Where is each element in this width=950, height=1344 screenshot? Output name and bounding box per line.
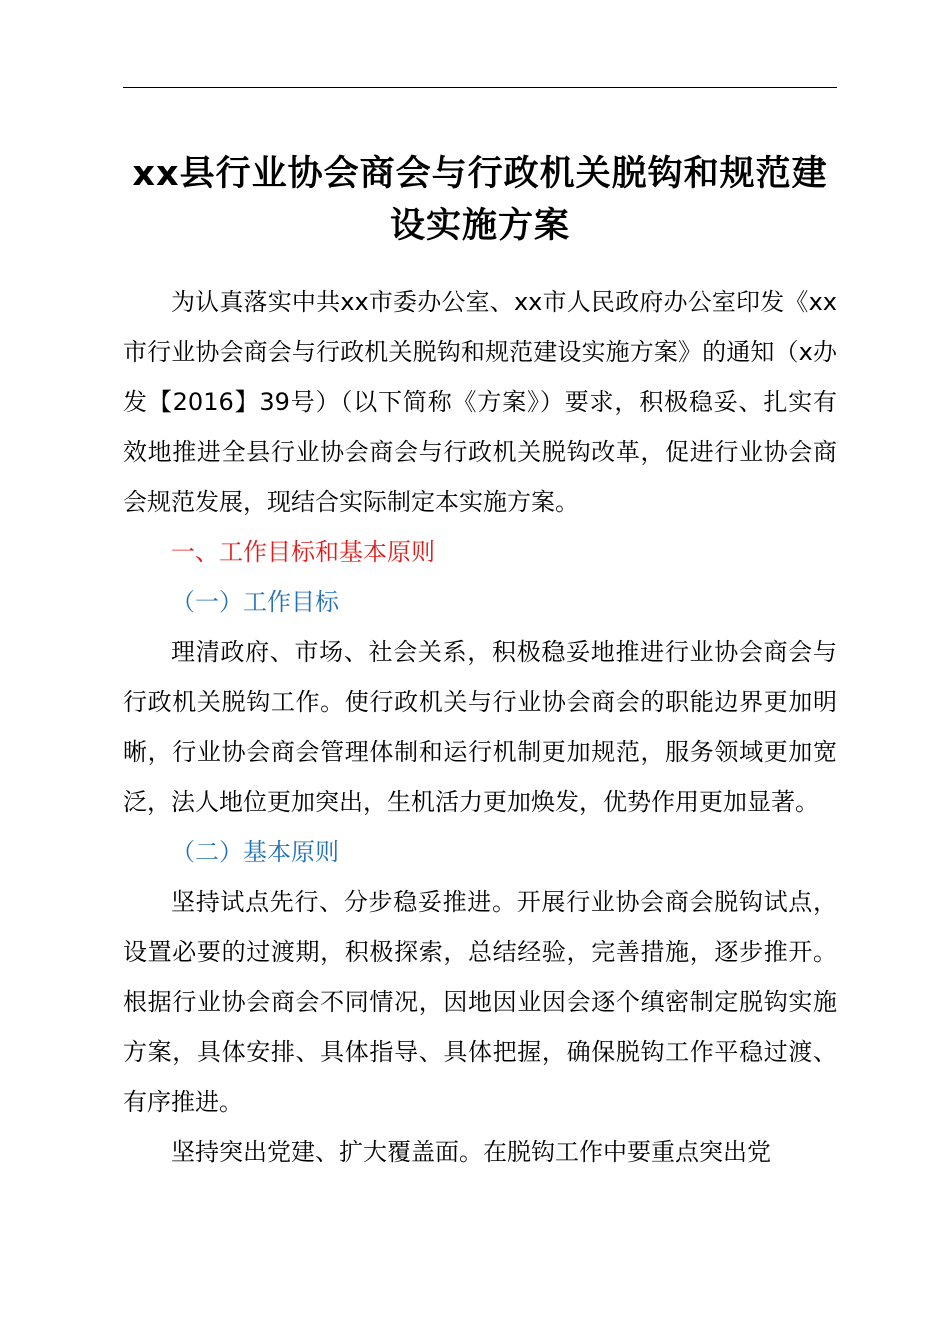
section-heading-1: 一、工作目标和基本原则 — [171, 538, 435, 566]
principles-paragraph-2: 坚持突出党建、扩大覆盖面。在脱钩工作中要重点突出党 — [171, 1138, 771, 1166]
title-line-2: 设实施方案 — [389, 206, 570, 246]
document-title — [123, 148, 837, 252]
title-line-1: xx县行业协会商会与行政机关脱钩和规范建 — [132, 154, 828, 194]
subsection-heading-principles: （二）基本原则 — [171, 838, 339, 866]
principles-paragraph-1: 坚持试点先行、分步稳妥推进。开展行业协会商会脱钩试点，设置必要的过渡期，积极探索，总结经验，完善措施，逐步推开。根据行业协会商会不同情况，因地因业因会逐个缜密制定脱钩实施方案，具体安排、具体指导、具体把握，确保脱钩工作平稳过渡、有序推进。 — [123, 888, 837, 1116]
intro-paragraph: 为认真落实中共xx市委办公室、xx市人民政府办公室印发《xx市行业协会商会与行政机关脱钩和规范建设实施方案》的通知（x办发【2016】39号）（以下简称《方案》）要求，积极稳妥、扎实有效地推进全县行业协会商会与行政机关脱钩改革，促进行业协会商会规范发展，现结合实际制定本实施方案。 — [123, 288, 837, 516]
document-body — [123, 148, 837, 1177]
goals-paragraph: 理清政府、市场、社会关系，积极稳妥地推进行业协会商会与行政机关脱钩工作。使行政机关与行业协会商会的职能边界更加明晰，行业协会商会管理体制和运行机制更加规范，服务领域更加宽泛，法人地位更加突出，生机活力更加焕发，优势作用更加显著。 — [123, 638, 837, 816]
subsection-heading-goals: （一）工作目标 — [171, 588, 339, 616]
header-rule — [123, 87, 837, 88]
